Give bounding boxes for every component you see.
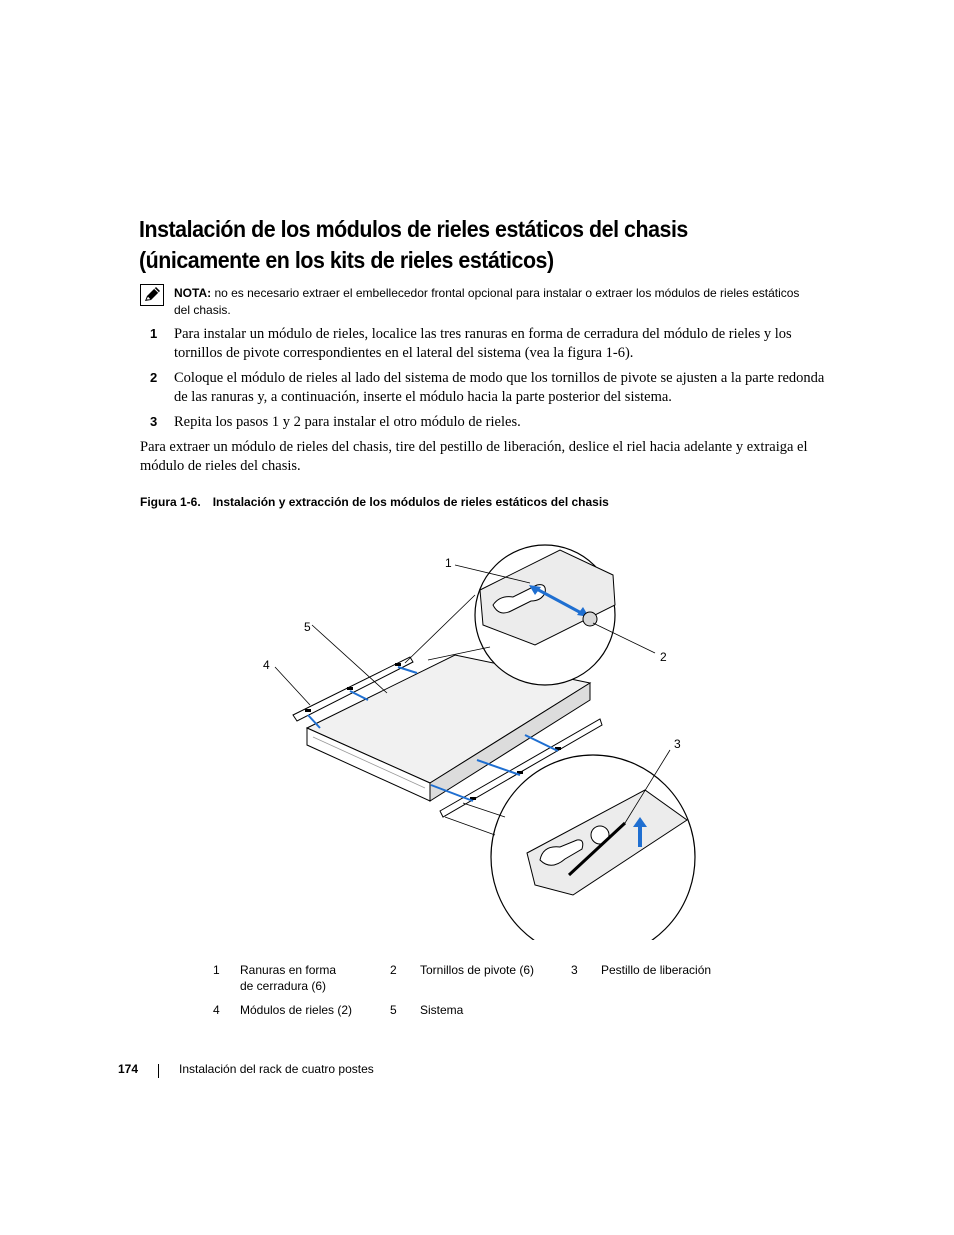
step-item [140,369,830,407]
legend-label: Ranuras en forma de cerradura (6) [240,963,337,993]
heading-line-1: Instalación de los módulos de rieles estáticos del chasis [139,216,688,242]
legend-number: 1 [213,963,220,977]
note-label: NOTA: [174,286,212,300]
note-pencil-icon [140,284,164,306]
step-number: 3 [150,414,158,429]
heading-line-2: (únicamente en los kits de rieles estáticos) [139,247,554,273]
step-text: Para instalar un módulo de rieles, localice las tres ranuras en forma de cerradura del módulo de rieles y los tornillos de pivote correspondientes en el lateral del sistema (vea la figura 1-6). [174,326,792,361]
callout-3: 3 [674,737,681,751]
footer-chapter-title: Instalación del rack de cuatro postes [179,1062,374,1076]
figure-caption [140,495,840,509]
callout-5: 5 [304,620,311,634]
step-number: 2 [150,370,158,385]
page-number: 174 [118,1062,139,1076]
callout-4: 4 [263,658,270,672]
section-heading [139,214,790,276]
removal-paragraph: Para extraer un módulo de rieles del chasis, tire del pestillo de liberación, deslice el riel hacia adelante y extraiga el módulo de rieles del chasis. [140,439,808,474]
footer-divider [158,1064,159,1078]
legend-number: 2 [390,963,397,977]
step-text: Coloque el módulo de rieles al lado del sistema de modo que los tornillos de pivote se ajusten a la parte redonda de las ranuras y, a continuación, inserte el módulo hacia la parte posterior del sistema. [174,370,825,405]
figure-title: Instalación y extracción de los módulos de rieles estáticos del chasis [212,495,609,509]
legend-label: Tornillos de pivote (6) [420,963,535,977]
rail-installation-illustration [255,535,700,940]
legend-label: Pestillo de liberación [601,963,712,977]
legend-label: Sistema [420,1003,464,1017]
note-body: no es necesario extraer el embellecedor frontal opcional para instalar o extraer los módulos de rieles estáticos del chasis. [174,286,800,317]
magnified-latch-detail [445,750,695,940]
legend-label: Módulos de rieles (2) [240,1003,353,1017]
figure-label: Figura 1-6. [140,495,201,509]
legend-number: 3 [571,963,578,977]
legend-row [213,962,773,1002]
step-item [140,413,830,432]
figure-legend [213,962,773,1042]
step-number: 1 [150,326,158,341]
legend-row [213,1002,773,1042]
legend-number: 4 [213,1003,220,1017]
step-text: Repita los pasos 1 y 2 para instalar el otro módulo de rieles. [174,414,521,430]
step-item [140,325,830,363]
callout-2: 2 [660,650,667,664]
legend-number: 5 [390,1003,397,1017]
note-text [174,285,814,319]
steps-list [140,325,830,438]
callout-1: 1 [445,556,452,570]
